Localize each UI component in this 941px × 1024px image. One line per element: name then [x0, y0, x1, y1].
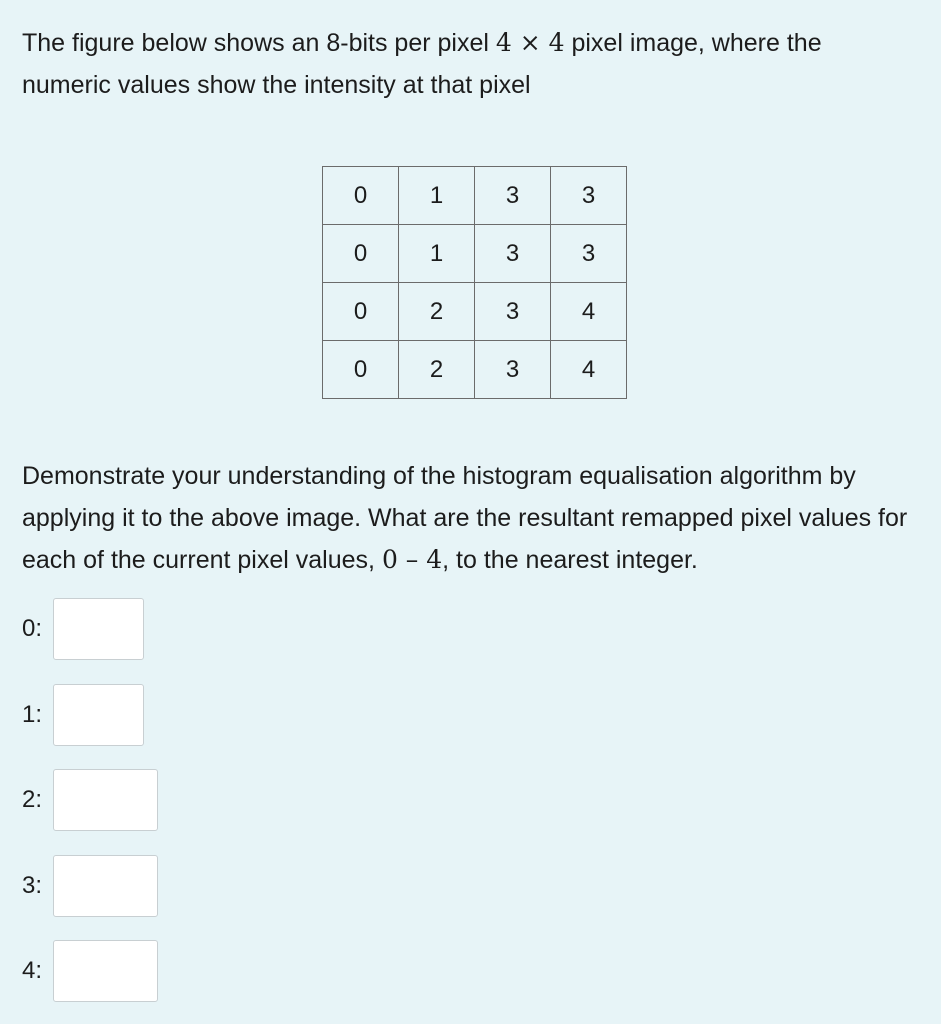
question-paragraph: [22, 455, 922, 581]
grid-cell: 4: [551, 283, 627, 341]
grid-cell: 0: [323, 167, 399, 225]
grid-row: [323, 225, 627, 283]
answer-label-3: 3:: [22, 872, 43, 899]
grid-cell: 0: [323, 225, 399, 283]
grid-cell: 3: [475, 341, 551, 399]
answer-row-0: [22, 598, 144, 660]
grid-cell: 0: [323, 283, 399, 341]
intro-text-start: The figure below shows an 8-bits per pixel: [22, 29, 496, 57]
grid-cell: 1: [399, 167, 475, 225]
intro-math-size: 4 × 4: [495, 28, 565, 57]
grid-cell: 3: [475, 167, 551, 225]
answer-label-0: 0:: [22, 615, 43, 642]
question-text-start: Demonstrate your understanding of the histogram equalisation algorithm by applying it to the above image. What are the resultant remapped pixel values for each of the current pixel values,: [22, 462, 908, 574]
question-math-range: 0 – 4: [381, 545, 443, 574]
intro-paragraph: [22, 22, 912, 106]
question-text-end: , to the nearest integer.: [442, 546, 698, 574]
answer-input-3[interactable]: [53, 855, 158, 917]
pixel-intensity-grid: [322, 166, 627, 399]
answer-label-1: 1:: [22, 701, 43, 728]
answer-row-4: [22, 940, 158, 1002]
grid-row: [323, 341, 627, 399]
grid-cell: 3: [475, 283, 551, 341]
answer-label-4: 4:: [22, 957, 43, 984]
grid-cell: 3: [475, 225, 551, 283]
answer-input-1[interactable]: [53, 684, 144, 746]
answer-row-1: [22, 684, 144, 746]
answer-input-4[interactable]: [53, 940, 158, 1002]
grid-cell: 1: [399, 225, 475, 283]
grid-row: [323, 283, 627, 341]
grid-row: [323, 167, 627, 225]
answer-label-2: 2:: [22, 786, 43, 813]
answer-input-0[interactable]: [53, 598, 144, 660]
grid-cell: 2: [399, 341, 475, 399]
answer-row-3: [22, 855, 158, 917]
grid-cell: 4: [551, 341, 627, 399]
grid-cell: 3: [551, 167, 627, 225]
answer-row-2: [22, 769, 158, 831]
intro-text-end: pixel image, where the numeric values show the intensity at that pixel: [22, 29, 822, 99]
answer-input-2[interactable]: [53, 769, 158, 831]
grid-cell: 3: [551, 225, 627, 283]
grid-cell: 0: [323, 341, 399, 399]
grid-cell: 2: [399, 283, 475, 341]
